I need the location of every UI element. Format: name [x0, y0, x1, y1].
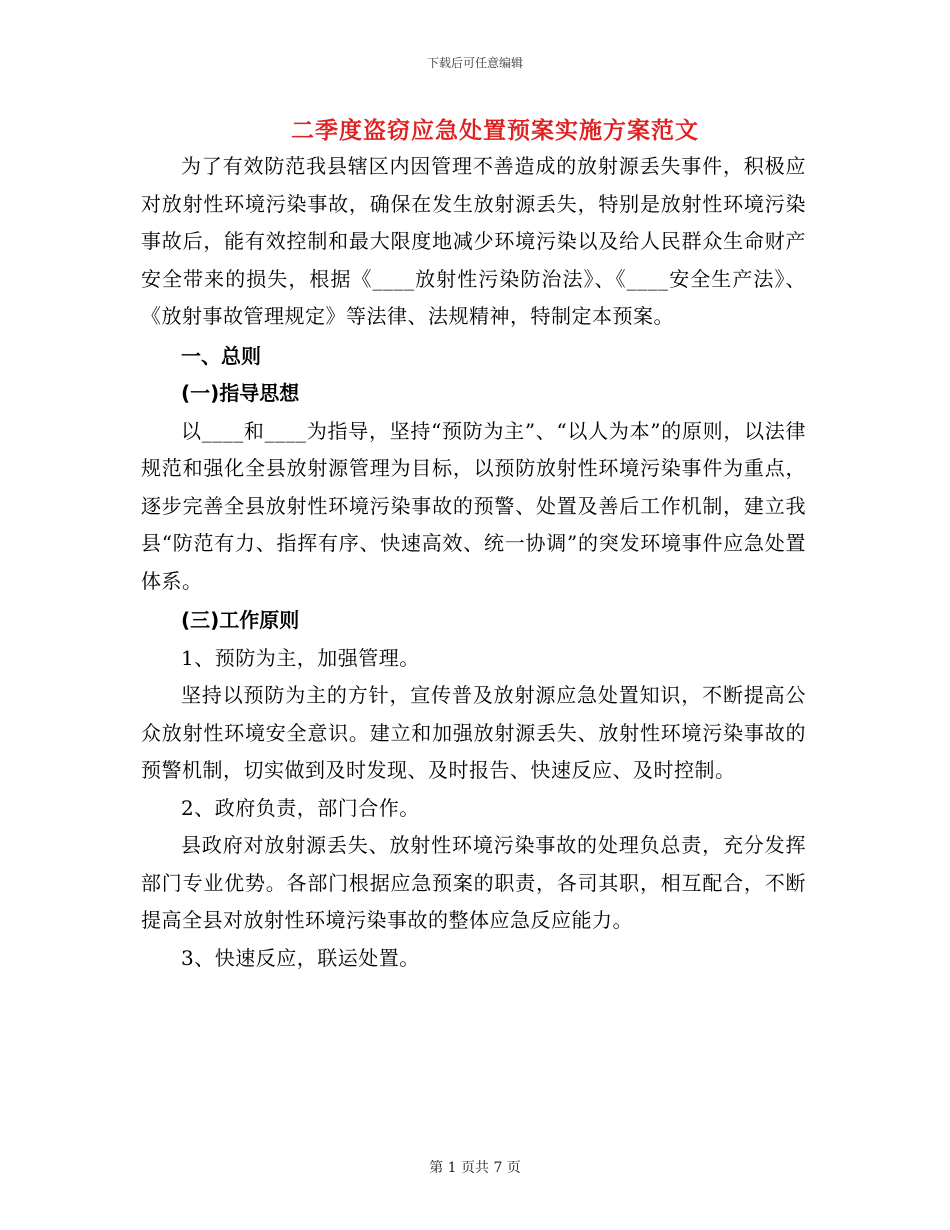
document-title: 二季度盗窃应急处置预案实施方案范文 — [291, 117, 699, 144]
header-note: 下载后可任意编辑 — [426, 56, 523, 70]
document-body — [141, 148, 806, 977]
principle-2-paragraph: 县政府对放射源丢失、放射性环境污染事故的处理负总责，充分发挥部门专业优势。各部门根据应急预案的职责，各司其职，相互配合，不断提高全县对放射性环境污染事故的整体应急反应能力。 — [141, 833, 806, 932]
principle-3-heading: 3、快速反应，联运处置。 — [181, 945, 420, 970]
principle-2-heading: 2、政府负责，部门合作。 — [181, 795, 420, 820]
section-heading-general: 一、总则 — [181, 343, 261, 368]
subheading-guiding-thought: (一)指导思想 — [181, 381, 300, 405]
page-number: 第 1 页共 7 页 — [429, 1160, 521, 1176]
guiding-thought-paragraph: 以____和____为指导，坚持“预防为主”、“以人为本”的原则，以法律规范和强化全县放射源管理为目标，以预防放射性环境污染事件为重点，逐步完善全县放射性环境污染事故的预警、处置及善后工作机制，建立我县“防范有力、指挥有序、快速高效、统一协调”的突发环境事件应急处置体系。 — [141, 418, 806, 593]
principle-1-paragraph: 坚持以预防为主的方针，宣传普及放射源应急处置知识，不断提高公众放射性环境安全意识。建立和加强放射源丢失、放射性环境污染事故的预警机制，切实做到及时发现、及时报告、快速反应、及时控制。 — [141, 683, 806, 782]
principle-1-heading: 1、预防为主，加强管理。 — [181, 645, 420, 670]
subheading-work-principles: (三)工作原则 — [181, 608, 300, 632]
intro-paragraph: 为了有效防范我县辖区内因管理不善造成的放射源丢失事件，积极应对放射性环境污染事故，确保在发生放射源丢失，特别是放射性环境污染事故后，能有效控制和最大限度地减少环境污染以及给人民群众生命财产安全带来的损失，根据《____放射性污染防治法》、《____安全生产法》、《放射事故管理规定》等法律、法规精神，特制定本预案。 — [141, 154, 806, 328]
